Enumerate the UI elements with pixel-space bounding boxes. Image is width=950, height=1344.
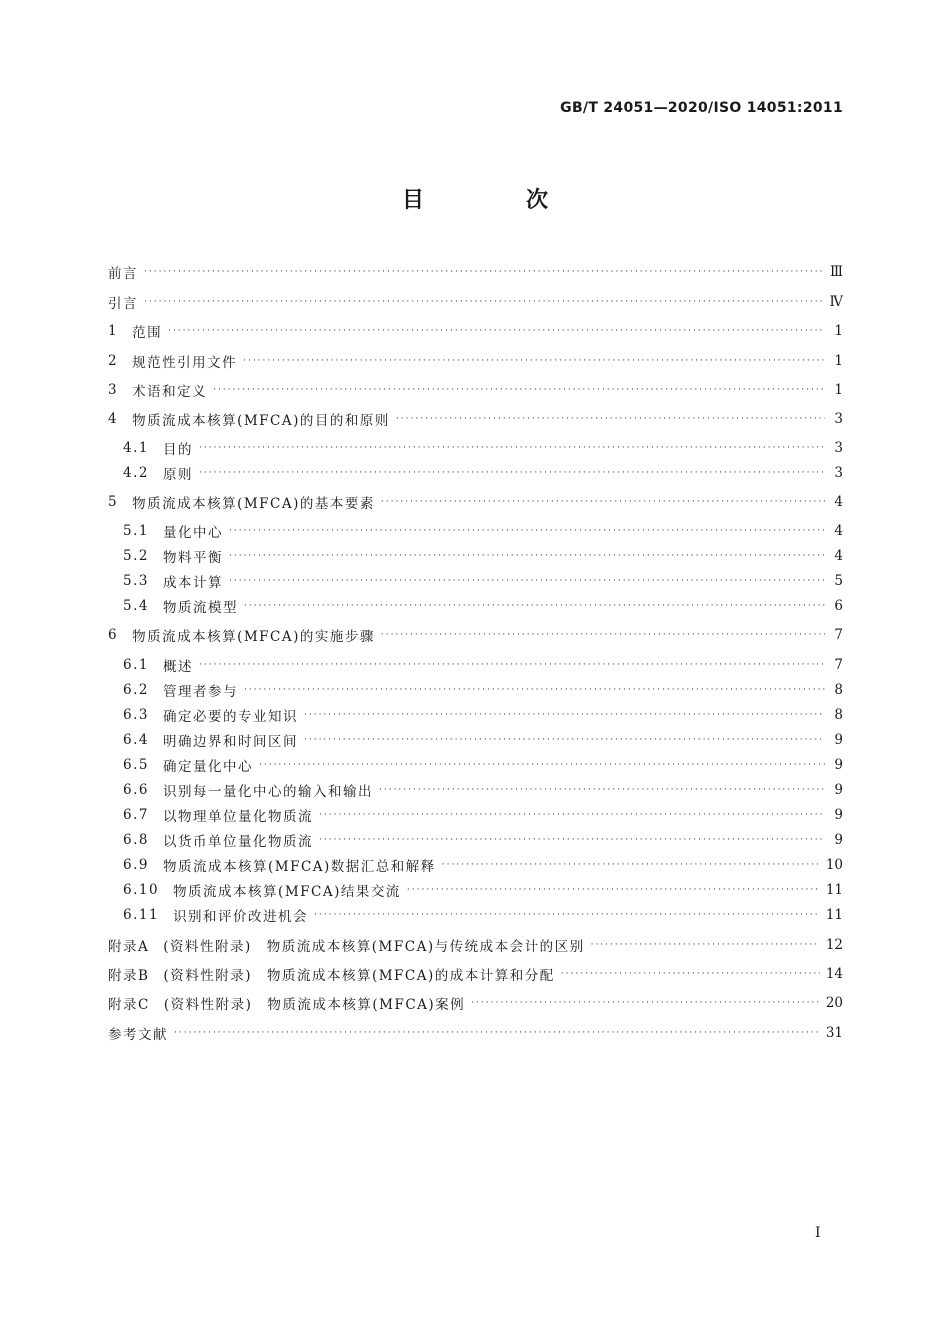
- toc-entry-label: 物质流成本核算(MFCA)数据汇总和解释: [162, 859, 436, 875]
- dot-leader: [407, 885, 820, 895]
- dot-leader: [174, 1028, 820, 1038]
- toc-entry[interactable]: [123, 545, 843, 567]
- toc-entry-number: 附录B: [108, 968, 150, 984]
- toc-entry[interactable]: [108, 350, 843, 372]
- toc-entry-number: 6.7: [123, 807, 149, 823]
- toc-entry[interactable]: [108, 624, 843, 646]
- toc-entry[interactable]: [123, 879, 843, 901]
- toc-entry-number: 6.10: [123, 882, 160, 898]
- dot-leader: [144, 297, 824, 307]
- toc-entry[interactable]: [123, 570, 843, 592]
- toc-entry[interactable]: [123, 829, 843, 851]
- toc-entry-number: 6.3: [123, 707, 149, 723]
- toc-entry-label: 物质流成本核算(MFCA)的目的和原则: [132, 413, 390, 429]
- toc-entry[interactable]: [108, 491, 843, 513]
- toc-entry-page: 11: [825, 882, 843, 898]
- toc-entry-label: 以物理单位量化物质流: [162, 809, 313, 825]
- toc-entry[interactable]: [123, 704, 843, 726]
- toc-entry-page: 11: [825, 907, 843, 923]
- toc-entry-page: 1: [834, 323, 843, 339]
- toc-entry-number: 6.11: [123, 907, 160, 923]
- toc-entry-label: 前言: [108, 266, 138, 282]
- dot-leader: [379, 785, 825, 795]
- toc-entry[interactable]: [123, 520, 843, 542]
- dot-leader: [199, 468, 825, 478]
- toc-entry-page: 9: [834, 782, 843, 798]
- dot-leader: [199, 443, 825, 453]
- toc-entry-page: 3: [834, 440, 843, 456]
- toc-entry[interactable]: [123, 729, 843, 751]
- toc-entry-number: 5.1: [123, 523, 149, 539]
- toc-entry[interactable]: [123, 779, 843, 801]
- dot-leader: [243, 356, 825, 366]
- toc-entry-page: 8: [834, 682, 843, 698]
- toc-entry-label: 参考文献: [108, 1027, 168, 1043]
- dot-leader: [229, 526, 825, 536]
- toc-entry-page: 4: [834, 548, 843, 564]
- toc-entry[interactable]: [123, 679, 843, 701]
- toc-entry[interactable]: [108, 320, 843, 342]
- dot-leader: [244, 685, 825, 695]
- toc-entry-label: 明确边界和时间区间: [162, 734, 298, 750]
- toc-entry-page: 31: [825, 1025, 843, 1041]
- toc-entry-page: 9: [834, 807, 843, 823]
- standard-number: GB/T 24051—2020/ISO 14051:2011: [560, 100, 843, 116]
- dot-leader: [381, 630, 825, 640]
- dot-leader: [591, 940, 820, 950]
- dot-leader: [244, 601, 825, 611]
- toc-entry[interactable]: [123, 754, 843, 776]
- toc-entry-number: 6.1: [123, 657, 149, 673]
- toc-entry-page: 8: [834, 707, 843, 723]
- dot-leader: [304, 710, 825, 720]
- toc-entry-label: (资料性附录) 物质流成本核算(MFCA)与传统成本会计的区别: [163, 939, 585, 955]
- toc-entry[interactable]: [108, 1022, 843, 1044]
- page-number: Ⅰ: [815, 1225, 821, 1241]
- toc-entry-page: 3: [834, 465, 843, 481]
- toc-title: 目 次: [401, 188, 588, 213]
- toc-entry-label: 成本计算: [162, 575, 223, 591]
- toc-entry-label: 量化中心: [162, 525, 223, 541]
- dot-leader: [319, 835, 825, 845]
- dot-leader: [471, 998, 820, 1008]
- toc-entry-label: 物料平衡: [162, 550, 223, 566]
- toc-entry-page: Ⅳ: [829, 294, 843, 310]
- toc-entry-number: 6.6: [123, 782, 149, 798]
- toc-entry-page: 6: [834, 598, 843, 614]
- toc-entry-label: 识别每一量化中心的输入和输出: [162, 784, 373, 800]
- toc-entry-label: 物质流成本核算(MFCA)结果交流: [173, 884, 401, 900]
- toc-entry-label: 范围: [132, 325, 163, 341]
- dot-leader: [229, 551, 825, 561]
- toc-entry-label: 物质流成本核算(MFCA)的基本要素: [132, 496, 375, 512]
- toc-entry-number: 2: [108, 353, 119, 369]
- toc-entry-label: 以货币单位量化物质流: [162, 834, 313, 850]
- dot-leader: [213, 385, 825, 395]
- toc-entry-number: 4.1: [123, 440, 149, 456]
- toc-entry-number: 6.5: [123, 757, 149, 773]
- toc-entry[interactable]: [108, 408, 843, 430]
- toc-entry-page: Ⅲ: [829, 264, 843, 280]
- toc-entry-page: 7: [834, 657, 843, 673]
- toc-entry[interactable]: [108, 261, 843, 283]
- toc-entry-page: 1: [834, 353, 843, 369]
- dot-leader: [229, 576, 825, 586]
- dot-leader: [396, 414, 825, 424]
- toc-entry-label: 确定量化中心: [162, 759, 253, 775]
- toc-entry-page: 3: [834, 411, 843, 427]
- dot-leader: [561, 969, 820, 979]
- dot-leader: [314, 910, 820, 920]
- toc-entry-number: 6.4: [123, 732, 149, 748]
- toc-entry-label: 原则: [162, 467, 193, 483]
- dot-leader: [199, 660, 825, 670]
- dot-leader: [168, 326, 825, 336]
- toc-entry[interactable]: [108, 963, 843, 985]
- toc-entry-label: 概述: [162, 659, 193, 675]
- dot-leader: [259, 760, 825, 770]
- toc-entry-number: 附录C: [108, 997, 150, 1013]
- dot-leader: [319, 810, 825, 820]
- toc-entry-label: 识别和评价改进机会: [173, 909, 309, 925]
- dot-leader: [381, 497, 825, 507]
- dot-leader: [442, 860, 820, 870]
- toc-entry-number: 6.2: [123, 682, 149, 698]
- toc-entry-number: 6: [108, 627, 119, 643]
- dot-leader: [144, 267, 824, 277]
- toc-entry-page: 4: [834, 494, 843, 510]
- toc-entry[interactable]: [108, 934, 843, 956]
- toc-entry-label: 确定必要的专业知识: [162, 709, 298, 725]
- toc-entry-label: 物质流成本核算(MFCA)的实施步骤: [132, 629, 375, 645]
- toc-entry-number: 5.4: [123, 598, 149, 614]
- dot-leader: [304, 735, 825, 745]
- toc-entry[interactable]: [123, 854, 843, 876]
- toc-entry-page: 9: [834, 732, 843, 748]
- toc-entry-number: 4.2: [123, 465, 149, 481]
- toc-entry-page: 12: [825, 937, 843, 953]
- toc-entry-number: 5: [108, 494, 119, 510]
- toc-entry[interactable]: [123, 904, 843, 926]
- toc-entry-label: 规范性引用文件: [132, 355, 238, 371]
- toc-entry[interactable]: [123, 654, 843, 676]
- toc-entry-page: 7: [834, 627, 843, 643]
- toc-entry-label: 引言: [108, 296, 138, 312]
- toc-entry[interactable]: [123, 462, 843, 484]
- toc-entry-page: 9: [834, 832, 843, 848]
- toc-entry-number: 附录A: [108, 939, 150, 955]
- toc-entry-page: 10: [825, 857, 843, 873]
- toc-entry-label: 物质流模型: [162, 600, 238, 616]
- toc-entry[interactable]: [123, 595, 843, 617]
- toc-entry-page: 9: [834, 757, 843, 773]
- toc-entry-number: 5.3: [123, 573, 149, 589]
- toc-entry[interactable]: [123, 804, 843, 826]
- toc-entry-number: 1: [108, 323, 119, 339]
- toc-entry-number: 6.9: [123, 857, 149, 873]
- toc-entry-label: (资料性附录) 物质流成本核算(MFCA)案例: [163, 997, 466, 1013]
- toc-entry-page: 5: [834, 573, 843, 589]
- toc-entry-page: 20: [825, 995, 843, 1011]
- toc-entry[interactable]: [108, 379, 843, 401]
- toc-entry-number: 4: [108, 411, 119, 427]
- toc-entry-label: 管理者参与: [162, 684, 238, 700]
- toc-entry-number: 3: [108, 382, 119, 398]
- toc-entry-page: 4: [834, 523, 843, 539]
- toc-entry-page: 1: [834, 382, 843, 398]
- toc-entry-label: (资料性附录) 物质流成本核算(MFCA)的成本计算和分配: [163, 968, 555, 984]
- toc-entry[interactable]: [123, 437, 843, 459]
- toc-entry-number: 6.8: [123, 832, 149, 848]
- toc-entry[interactable]: [108, 291, 843, 313]
- toc-entry-page: 14: [825, 966, 843, 982]
- toc-entry[interactable]: [108, 992, 843, 1014]
- toc-entry-label: 目的: [162, 442, 193, 458]
- toc-entry-number: 5.2: [123, 548, 149, 564]
- toc-entry-label: 术语和定义: [132, 384, 208, 400]
